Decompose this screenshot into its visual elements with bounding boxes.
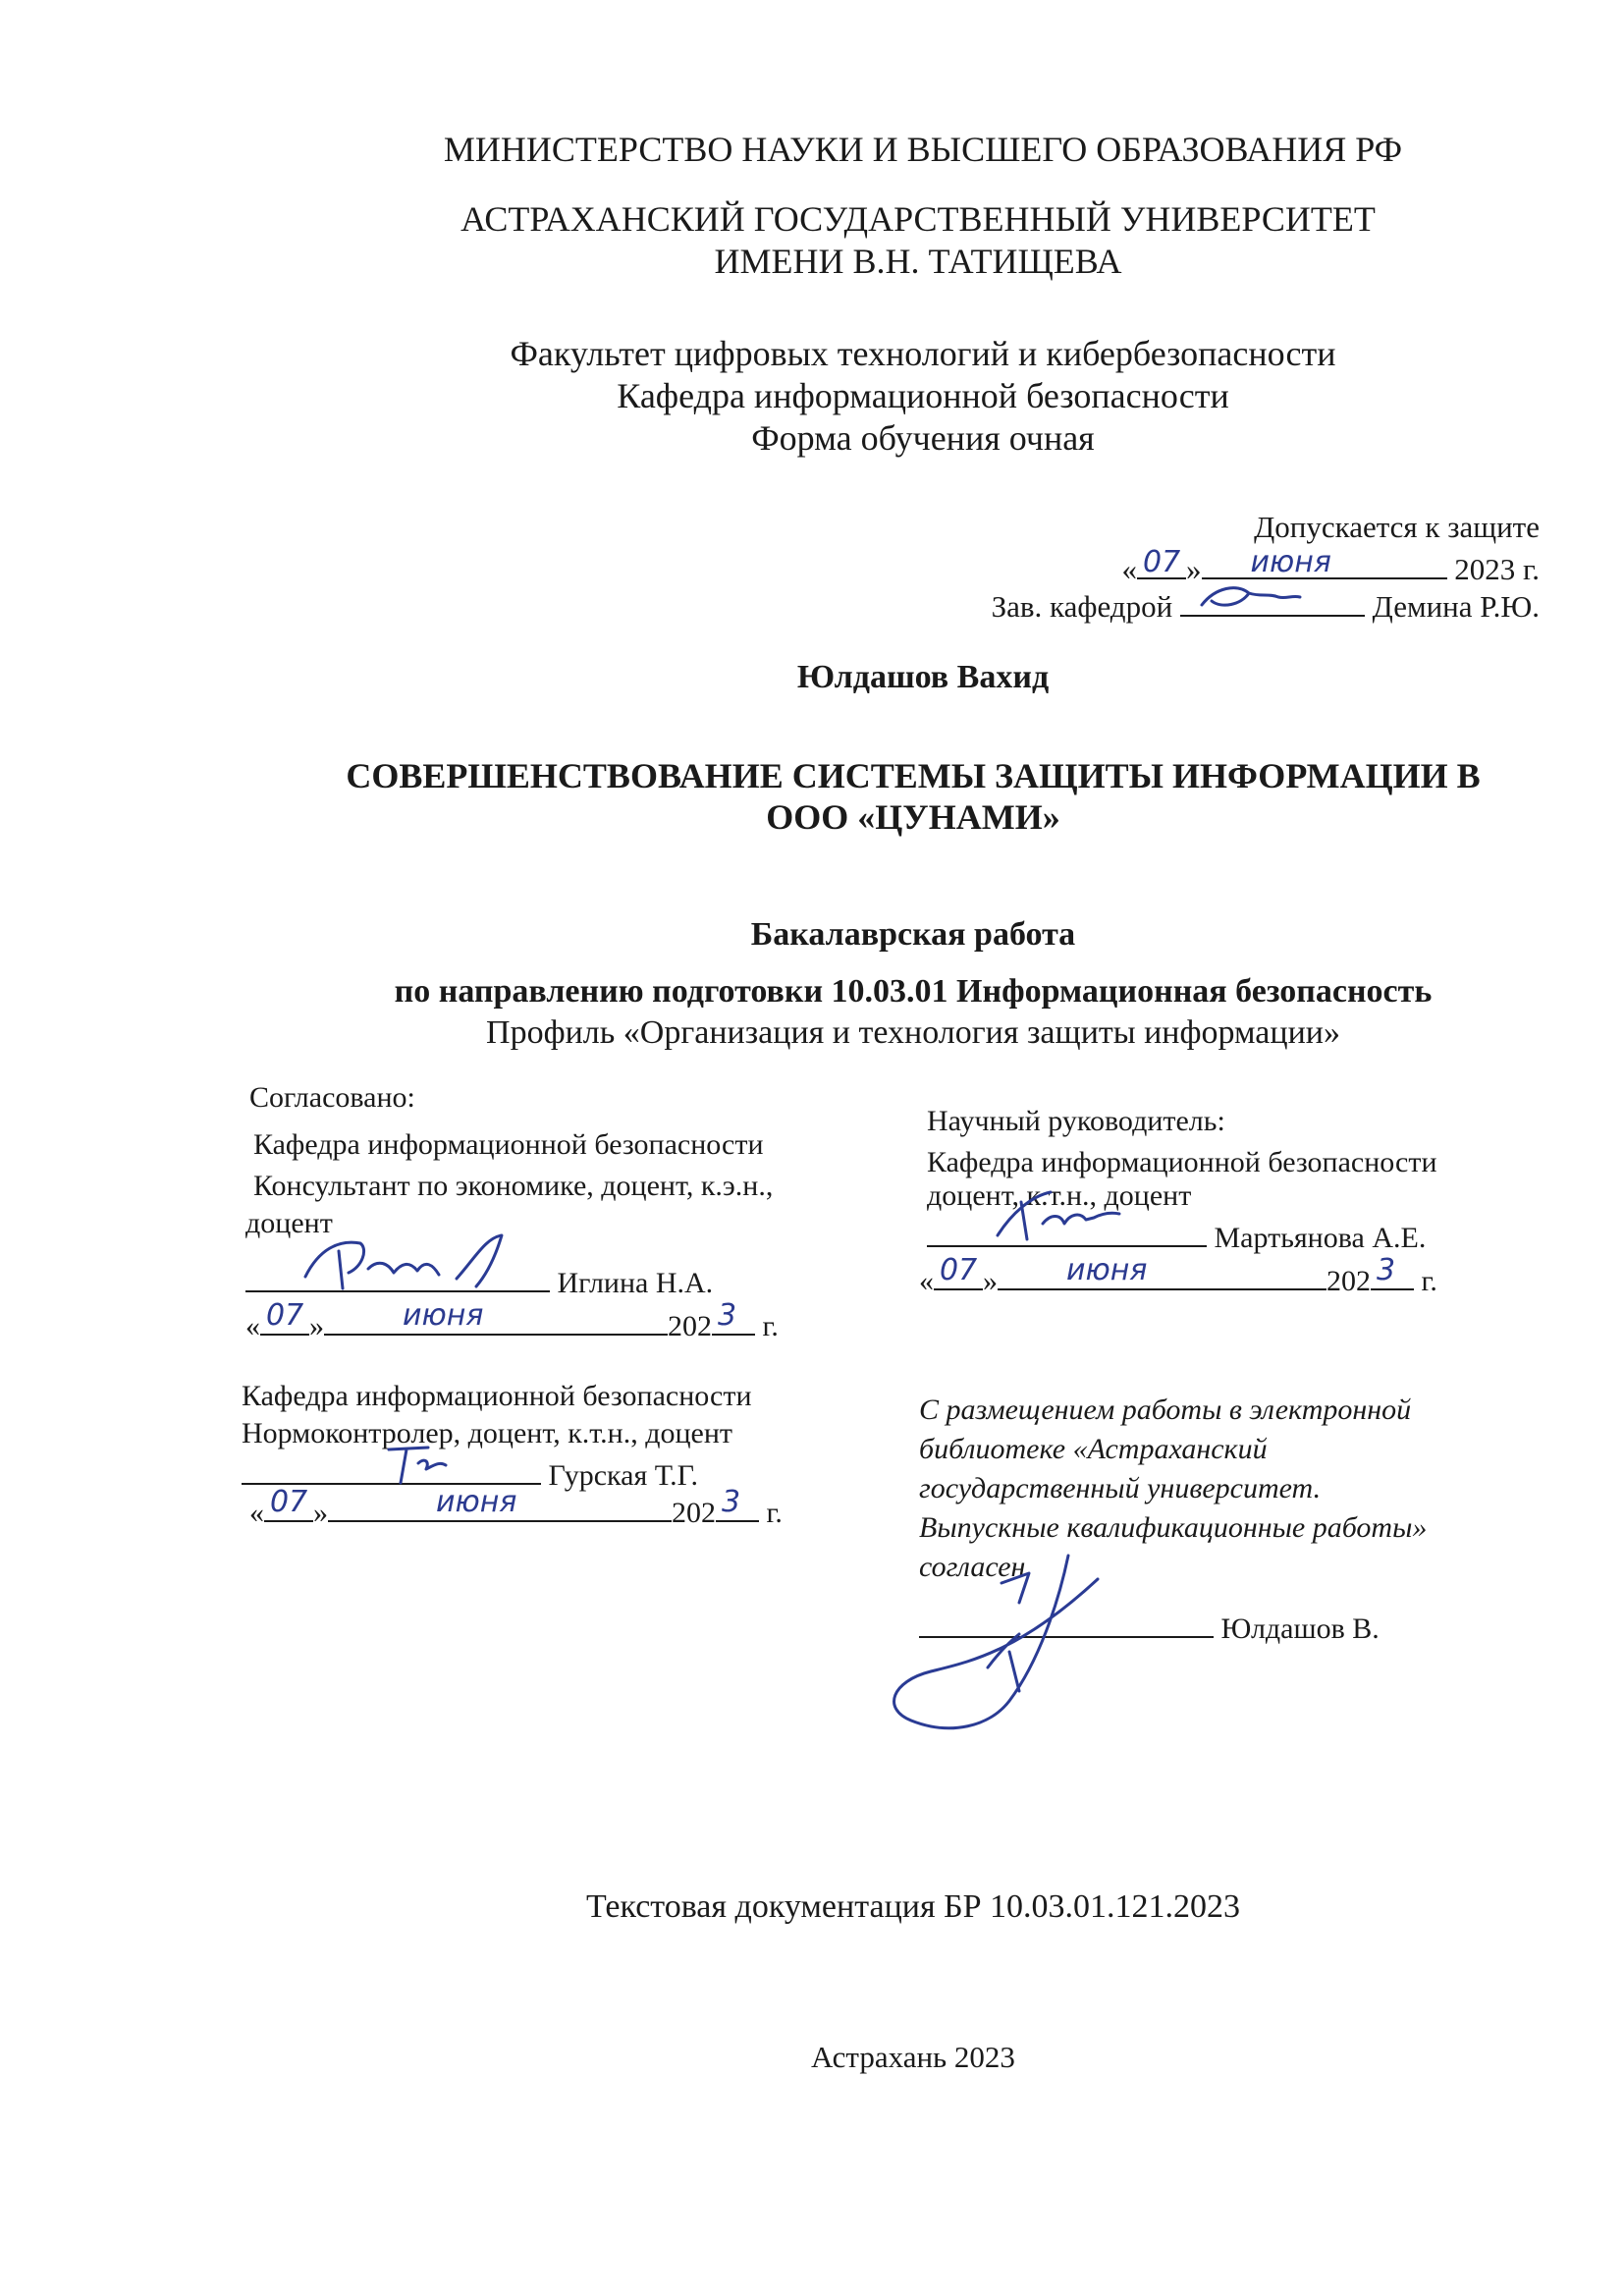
agreed-name: Иглина Н.А. — [557, 1267, 714, 1299]
consent-line2: библиотеке «Астраханский — [919, 1433, 1268, 1465]
agreed-month: июня — [403, 1298, 484, 1333]
thesis-title-line2: ООО «ЦУНАМИ» — [766, 797, 1060, 837]
supervisor-position: доцент, к.т.н., доцент — [927, 1179, 1192, 1212]
city-year: Астрахань 2023 — [811, 2040, 1015, 2074]
consent-line5: согласен — [919, 1551, 1026, 1583]
agreed-signature — [299, 1230, 525, 1298]
consent-line4: Выпускные квалификационные работы» — [919, 1511, 1428, 1544]
work-type: Бакалаврская работа — [750, 916, 1076, 953]
university-name-line: ИМЕНИ В.Н. ТАТИЩЕВА — [714, 242, 1122, 281]
consent-line3: государственный университет. — [919, 1472, 1322, 1504]
normcontrol-date: « 07 » июня 202 3 г. — [249, 1485, 783, 1529]
normcontrol-month: июня — [436, 1485, 517, 1519]
supervisor-name: Мартьянова А.Е. — [1214, 1222, 1427, 1254]
normcontrol-signature — [379, 1440, 458, 1489]
normcontrol-year-digit: 3 — [722, 1485, 741, 1519]
work-direction: по направлению подготовки 10.03.01 Информационная безопасность — [394, 973, 1433, 1010]
admission-day: 07 — [1143, 545, 1181, 579]
faculty-name: Факультет цифровых технологий и кибербезопасности — [510, 334, 1336, 373]
student-signature — [872, 1544, 1127, 1740]
agreed-position-line2: доцент — [245, 1207, 333, 1239]
document-code: Текстовая документация БР 10.03.01.121.2023 — [585, 1888, 1241, 1925]
agreed-date: « 07 » июня 202 3 г. — [245, 1298, 779, 1342]
agreed-year-digit: 3 — [718, 1298, 737, 1333]
normcontrol-day: 07 — [270, 1485, 308, 1519]
thesis-title-line1: СОВЕРШЕНСТВОВАНИЕ СИСТЕМЫ ЗАЩИТЫ ИНФОРМАЦИИ В — [346, 756, 1481, 795]
consent-line1: С размещением работы в электронной — [919, 1394, 1412, 1426]
admission-month: июня — [1250, 545, 1331, 579]
author-name: Юлдашов Вахид — [796, 659, 1050, 695]
supervisor-day: 07 — [940, 1253, 978, 1287]
department-name: Кафедра информационной безопасности — [617, 376, 1229, 415]
supervisor-date: « 07 » июня 202 3 г. — [919, 1253, 1437, 1297]
head-signature — [1198, 579, 1306, 619]
head-name: Демина Р.Ю. — [1372, 589, 1540, 624]
consent-name: Юлдашов В. — [1220, 1613, 1380, 1645]
normcontrol-name: Гурская Т.Г. — [548, 1459, 699, 1492]
head-of-department: Зав. кафедрой Демина Р.Ю. — [992, 585, 1540, 626]
supervisor-month: июня — [1066, 1253, 1148, 1287]
agreed-label: Согласовано: — [249, 1081, 415, 1114]
agreed-department: Кафедра информационной безопасности — [253, 1128, 764, 1161]
ministry-line: МИНИСТЕРСТВО НАУКИ И ВЫСШЕГО ОБРАЗОВАНИЯ РФ — [443, 130, 1403, 169]
admission-date: « 07 » июня 2023 г. — [1121, 545, 1540, 586]
study-form: Форма обучения очная — [751, 418, 1095, 458]
normcontrol-department: Кафедра информационной безопасности — [242, 1380, 752, 1412]
university-line: АСТРАХАНСКИЙ ГОСУДАРСТВЕННЫЙ УНИВЕРСИТЕТ — [460, 199, 1376, 239]
admission-title: Допускается к защите — [1254, 510, 1540, 544]
agreed-day: 07 — [266, 1298, 304, 1333]
work-profile: Профиль «Организация и технология защиты информации» — [486, 1014, 1340, 1051]
supervisor-label: Научный руководитель: — [927, 1105, 1225, 1137]
normcontrol-position: Нормоконтролер, доцент, к.т.н., доцент — [242, 1417, 732, 1449]
agreed-position-line1: Консультант по экономике, доцент, к.э.н., — [253, 1170, 774, 1202]
supervisor-year-digit: 3 — [1377, 1253, 1396, 1287]
supervisor-department: Кафедра информационной безопасности — [927, 1146, 1437, 1178]
supervisor-signature — [992, 1184, 1139, 1243]
